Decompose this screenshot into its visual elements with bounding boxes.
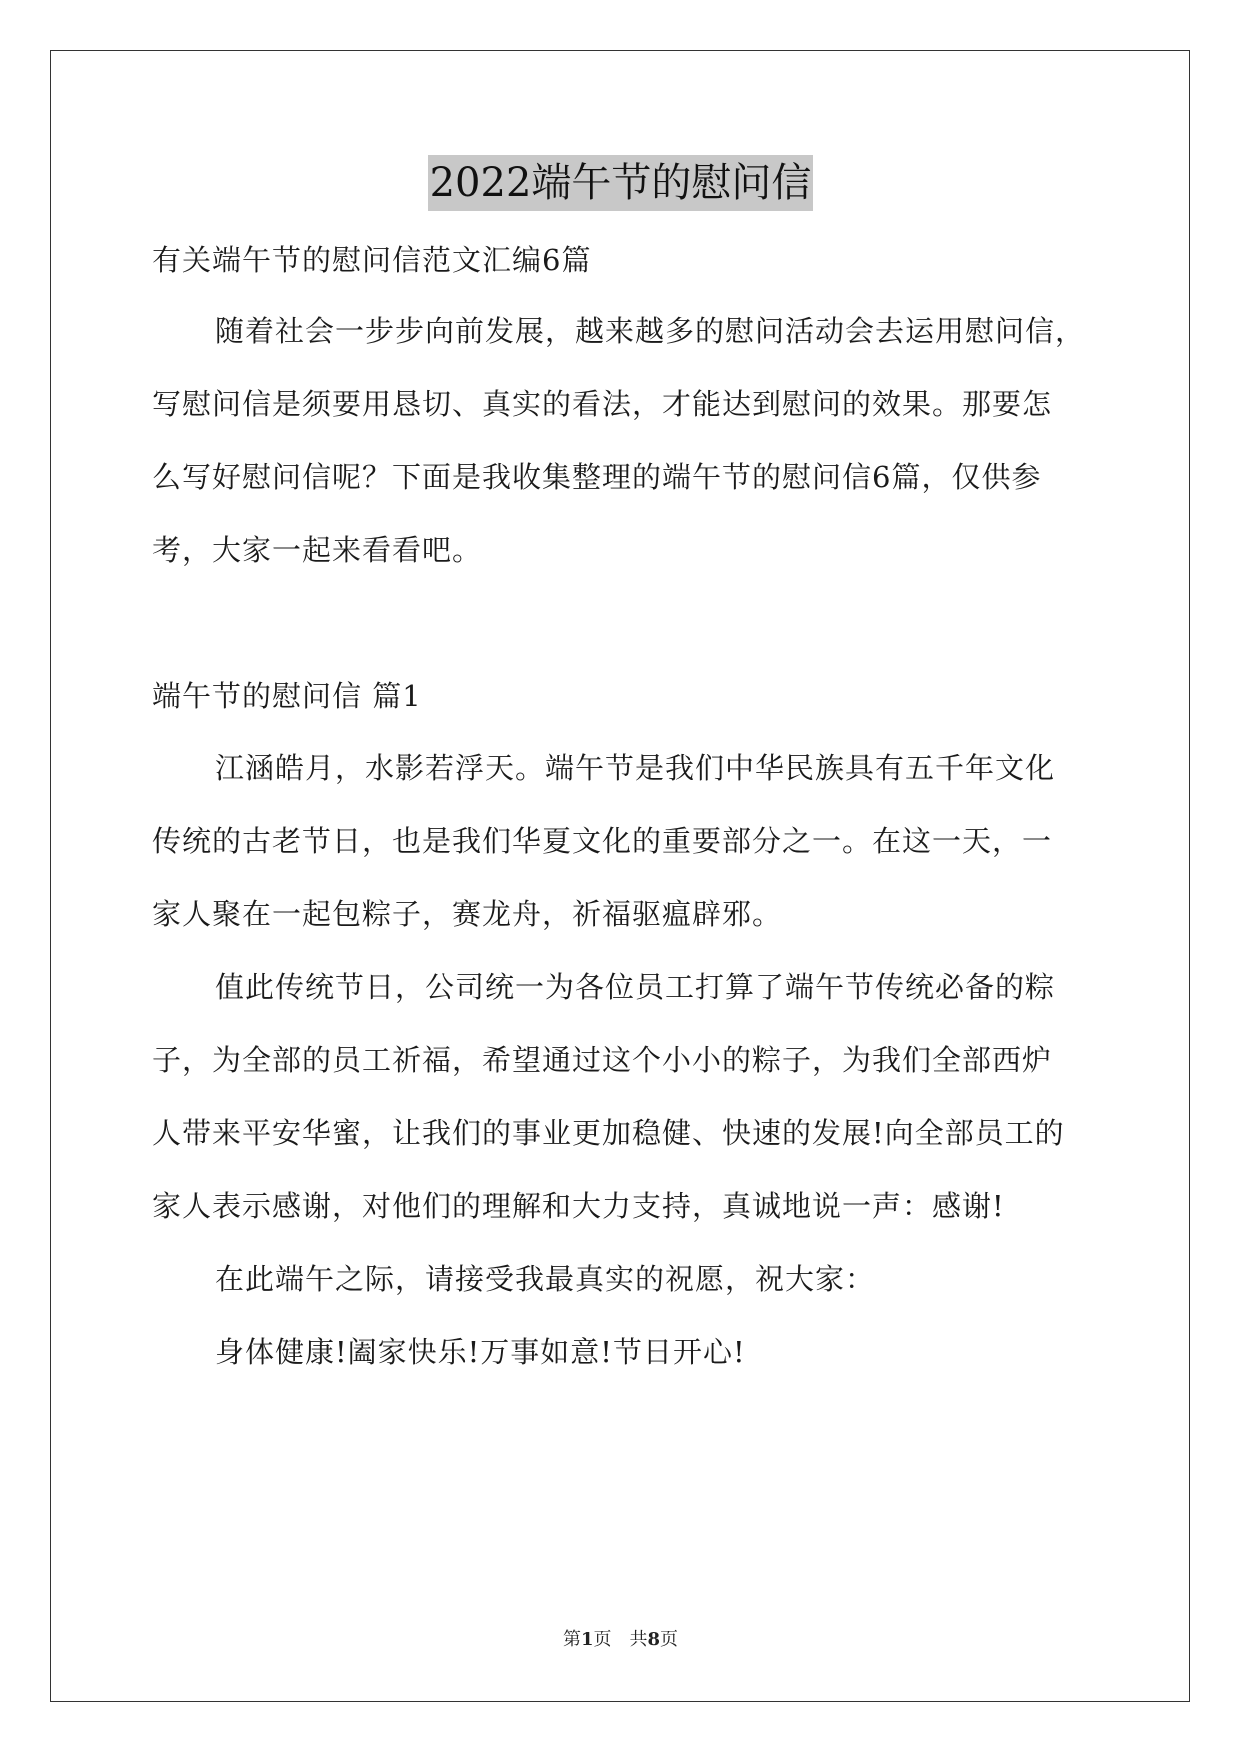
total-prefix: 共 xyxy=(629,1629,648,1650)
intro-line-2: 写慰问信是须要用恳切、真实的看法，才能达到慰问的效果。那要怎 xyxy=(152,387,1053,421)
para2-line-2: 子，为全部的员工祈福，希望通过这个小小的粽子，为我们全部西炉 xyxy=(152,1043,1053,1077)
page-suffix: 页 xyxy=(593,1629,612,1650)
page-prefix: 第 xyxy=(562,1629,581,1650)
para4-line: 身体健康!阖家快乐!万事如意!节日开心! xyxy=(215,1335,746,1369)
page-number: 1 xyxy=(580,1629,594,1650)
para2-line-1: 值此传统节日，公司统一为各位员工打算了端午节传统必备的粽 xyxy=(215,970,1056,1004)
total-pages: 8 xyxy=(647,1629,661,1650)
subtitle: 有关端午节的慰问信范文汇编6篇 xyxy=(152,243,592,277)
intro-line-3: 么写好慰问信呢？下面是我收集整理的端午节的慰问信6篇，仅供参 xyxy=(152,460,1042,494)
para2-line-4: 家人表示感谢，对他们的理解和大力支持，真诚地说一声：感谢! xyxy=(152,1189,1005,1223)
para1-line-2: 传统的古老节日，也是我们华夏文化的重要部分之一。在这一天，一 xyxy=(152,824,1053,858)
section-heading: 端午节的慰问信 篇1 xyxy=(152,679,422,713)
para1-line-1: 江涵皓月，水影若浮天。端午节是我们中华民族具有五千年文化 xyxy=(215,751,1056,785)
para2-line-3: 人带来平安华蜜，让我们的事业更加稳健、快速的发展!向全部员工的 xyxy=(152,1116,1065,1150)
page-footer xyxy=(0,1628,1241,1652)
title-container xyxy=(0,155,1241,211)
page-border xyxy=(50,50,1190,1702)
para1-line-3: 家人聚在一起包粽子，赛龙舟，祈福驱瘟辟邪。 xyxy=(152,897,783,931)
intro-line-4: 考，大家一起来看看吧。 xyxy=(152,533,483,567)
para3-line: 在此端午之际，请接受我最真实的祝愿，祝大家： xyxy=(215,1262,876,1296)
intro-line-1: 随着社会一步步向前发展，越来越多的慰问活动会去运用慰问信， xyxy=(215,314,1086,348)
total-suffix: 页 xyxy=(660,1629,679,1650)
document-title: 2022端午节的慰问信 xyxy=(428,155,814,211)
